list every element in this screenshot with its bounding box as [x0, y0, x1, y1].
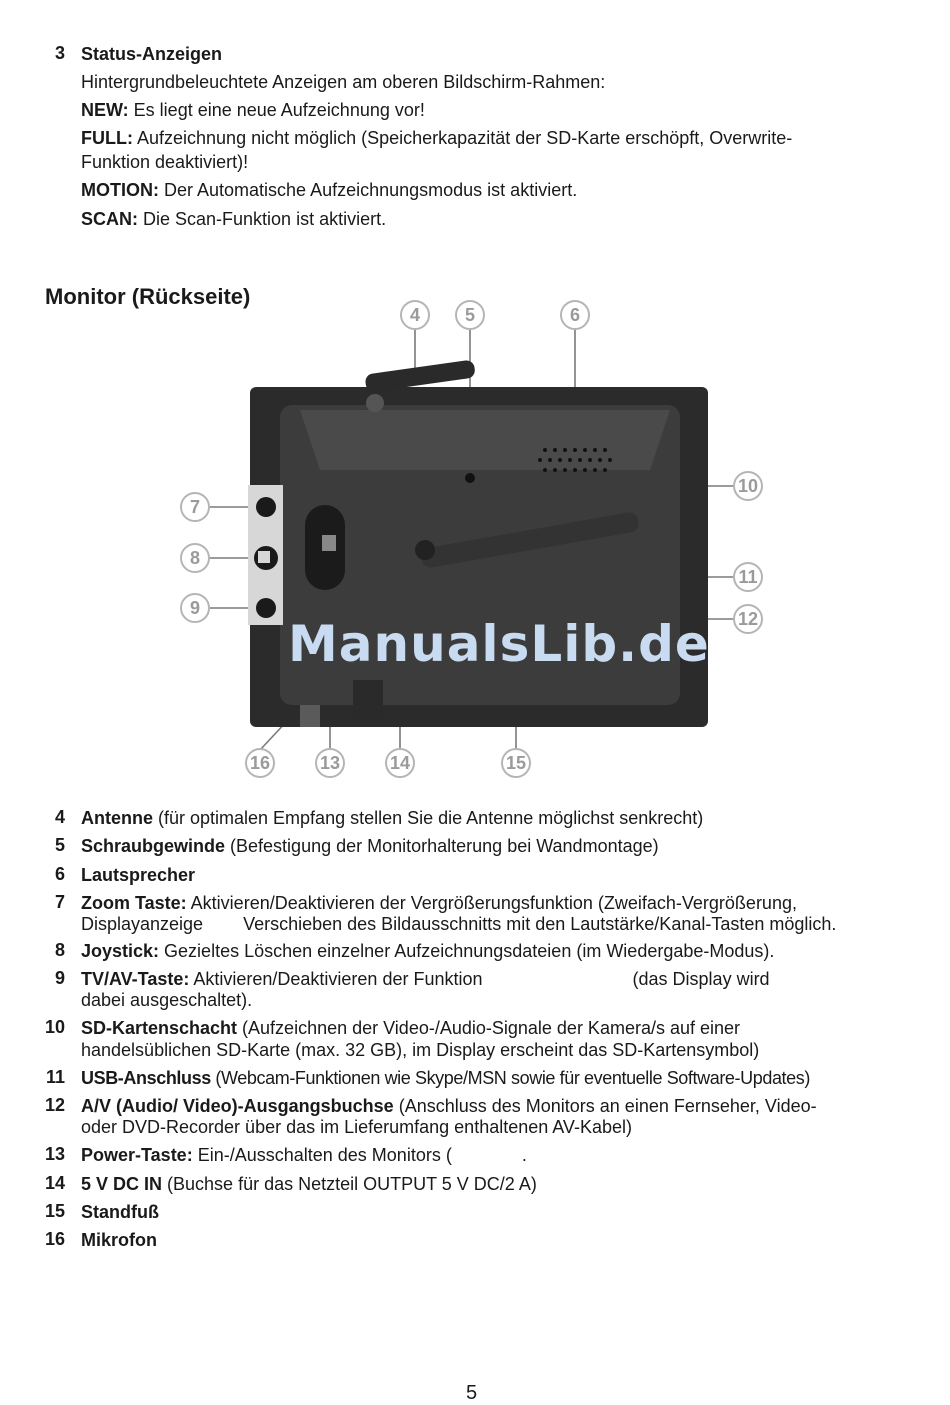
item-number: 15	[44, 1201, 65, 1221]
item-text	[81, 1201, 159, 1223]
item-text	[81, 1144, 527, 1166]
item-name: A/V (Audio/ Video)-Ausgangsbuchse	[81, 1096, 394, 1116]
status-text: Der Automatische Aufzeichnungsmodus ist aktiviert.	[159, 180, 578, 200]
item-text	[81, 1067, 810, 1089]
item-desc: Ein-/Ausschalten des Monitors ( .	[192, 1145, 527, 1165]
item-name: Joystick:	[81, 941, 160, 961]
item-text	[81, 835, 659, 857]
item-text	[81, 807, 703, 829]
item-text	[81, 1173, 537, 1195]
item-text	[81, 864, 195, 886]
item-continuation: dabei ausgeschaltet).	[81, 990, 253, 1010]
item-number: 10	[44, 1017, 65, 1037]
item-text	[81, 968, 770, 990]
monitor-rear-figure	[170, 295, 770, 785]
callout-label: 13	[319, 753, 341, 773]
callout-label: 16	[249, 753, 271, 773]
item-number: 9	[54, 968, 65, 988]
callout-label: 9	[189, 598, 201, 618]
status-label: FULL:	[81, 128, 133, 148]
callout-label: 12	[737, 609, 759, 629]
item-number: 6	[54, 864, 65, 884]
item-name: Zoom Taste:	[81, 893, 187, 913]
status-text: Aufzeichnung nicht möglich (Speicherkapazität der SD-Karte erschöpft, Overwrite-	[132, 128, 793, 148]
section-title: Monitor (Rückseite)	[45, 284, 251, 309]
status-number: 3	[54, 43, 65, 63]
item-desc: (Webcam-Funktionen wie Skype/MSN sowie für eventuelle Software-Updates)	[210, 1068, 810, 1088]
item-continuation: Displayanzeige Verschieben des Bildausschnitts mit den Lautstärke/Kanal-Tasten möglich.	[81, 914, 837, 934]
item-name: Mikrofon	[81, 1230, 157, 1250]
item-text	[81, 892, 797, 914]
item-name: Lautsprecher	[81, 865, 196, 885]
status-text: Die Scan-Funktion ist aktiviert.	[138, 209, 387, 229]
status-label: SCAN:	[81, 209, 138, 229]
item-number: 14	[44, 1173, 65, 1193]
status-label: NEW:	[81, 100, 129, 120]
item-text	[81, 1017, 740, 1039]
watermark: ManualsLib.de	[288, 615, 710, 673]
status-text: Funktion deaktiviert)!	[81, 152, 249, 172]
item-name: Schraubgewinde	[81, 836, 226, 856]
item-number: 16	[44, 1229, 65, 1249]
item-text	[81, 1095, 817, 1117]
item-desc: Gezieltes Löschen einzelner Aufzeichnungsdateien (im Wiedergabe-Modus).	[159, 941, 775, 961]
item-continuation: oder DVD-Recorder über das im Lieferumfang enthaltenen AV-Kabel)	[81, 1117, 632, 1137]
item-continuation: handelsüblichen SD-Karte (max. 32 GB), im Display erscheint das SD-Kartensymbol)	[81, 1040, 760, 1060]
item-number: 13	[44, 1144, 65, 1164]
status-item-full	[81, 127, 792, 149]
page-number: 5	[466, 1382, 478, 1404]
callout-label: 11	[738, 567, 758, 587]
item-desc: (Anschluss des Monitors an einen Fernseher, Video-	[393, 1096, 817, 1116]
item-desc: (Aufzeichnen der Video-/Audio-Signale der Kamera/s auf einer	[237, 1018, 741, 1038]
callout-label: 8	[189, 548, 201, 568]
item-name: Power-Taste:	[81, 1145, 193, 1165]
item-name: 5 V DC IN	[81, 1174, 163, 1194]
callout-label: 7	[189, 497, 201, 517]
item-text	[81, 940, 774, 962]
item-text	[81, 1229, 157, 1251]
item-desc: Aktivieren/Deaktivieren der Funktion (das Display wird	[189, 969, 770, 989]
status-intro: Hintergrundbeleuchtete Anzeigen am oberen Bildschirm-Rahmen:	[81, 72, 606, 92]
item-desc: (Befestigung der Monitorhalterung bei Wandmontage)	[225, 836, 659, 856]
status-text: Es liegt eine neue Aufzeichnung vor!	[128, 100, 425, 120]
item-name: SD-Kartenschacht	[81, 1018, 238, 1038]
item-number: 12	[44, 1095, 65, 1115]
item-number: 5	[54, 835, 65, 855]
item-desc: (Buchse für das Netzteil OUTPUT 5 V DC/2 A)	[162, 1174, 537, 1194]
callout-label: 10	[737, 476, 759, 496]
callout-label: 6	[569, 305, 581, 325]
status-label: MOTION:	[81, 180, 159, 200]
status-item-scan	[81, 208, 386, 230]
item-number: 8	[54, 940, 65, 960]
item-number: 4	[54, 807, 65, 827]
status-title: Status-Anzeigen	[81, 44, 223, 64]
status-item-new	[81, 99, 425, 121]
callout-label: 14	[389, 753, 411, 773]
item-name: USB-Anschluss	[81, 1068, 211, 1088]
item-name: TV/AV-Taste:	[81, 969, 190, 989]
item-name: Standfuß	[81, 1202, 159, 1222]
callout-label: 5	[464, 305, 476, 325]
callout-label: 15	[505, 753, 527, 773]
item-number: 11	[45, 1067, 65, 1087]
item-desc: (für optimalen Empfang stellen Sie die Antenne möglichst senkrecht)	[153, 808, 704, 828]
item-name: Antenne	[81, 808, 153, 828]
item-desc: Aktivieren/Deaktivieren der Vergrößerungsfunktion (Zweifach-Vergrößerung,	[186, 893, 797, 913]
status-item-full-cont	[81, 151, 248, 173]
status-item-motion	[81, 179, 577, 201]
item-number: 7	[54, 892, 65, 912]
callout-label: 4	[409, 305, 421, 325]
